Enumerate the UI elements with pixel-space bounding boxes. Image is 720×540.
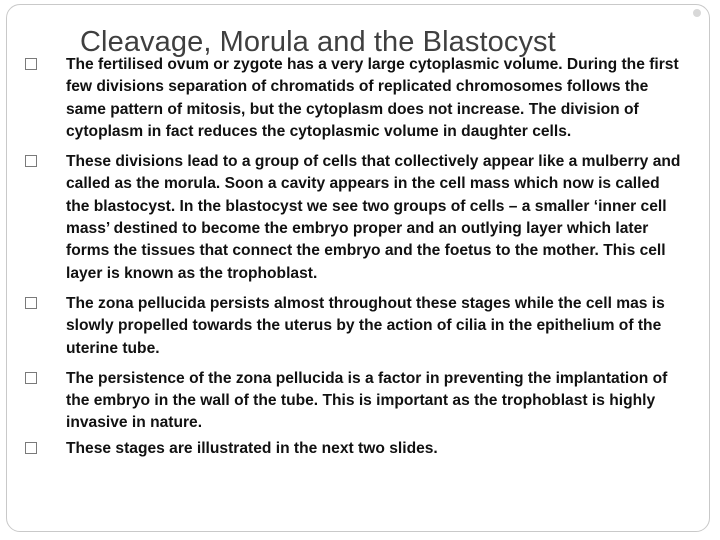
bullet-item <box>24 293 684 360</box>
bullet-text: The fertilised ovum or zygote has a very large cytoplasmic volume. During the first few divisions separation of chromatids of replicated chromosomes follows the same pattern of mitosis, but the cytoplasm does not increase. The division of cytoplasm in fact reduces the cytoplasmic volume in daughter cells. <box>66 56 679 140</box>
bullet-list <box>24 54 684 460</box>
slide-title: Cleavage, Morula and the Blastocyst <box>80 26 556 58</box>
bullet-text: The persistence of the zona pellucida is a factor in preventing the implantation of the embryo in the wall of the tube. This is important as the trophoblast is highly invasive in nature. <box>66 369 668 432</box>
hollow-square-bullet-icon <box>25 372 37 384</box>
bullet-text: These stages are illustrated in the next two slides. <box>66 439 438 457</box>
corner-dot-icon <box>693 9 701 17</box>
bullet-text: These divisions lead to a group of cells that collectively appear like a mulberry and called as the morula. Soon a cavity appears in the cell mass which now is called the blastocyst. In the blastocyst we see two groups of cells – a smaller ‘inner cell mass’ destined to become the embryo proper and an outlying layer which later forms the tissues that connect the embryo and the foetus to the mother. This cell layer is known as the trophoblast. <box>66 153 681 282</box>
bullet-item <box>24 54 684 143</box>
hollow-square-bullet-icon <box>25 155 37 167</box>
bullet-item <box>24 151 684 285</box>
hollow-square-bullet-icon <box>25 442 37 454</box>
hollow-square-bullet-icon <box>25 297 37 309</box>
bullet-item <box>24 368 684 435</box>
bullet-text: The zona pellucida persists almost throughout these stages while the cell mas is slowly propelled towards the uterus by the action of cilia in the epithelium of the uterine tube. <box>66 294 665 357</box>
bullet-item <box>24 438 684 460</box>
hollow-square-bullet-icon <box>25 58 37 70</box>
